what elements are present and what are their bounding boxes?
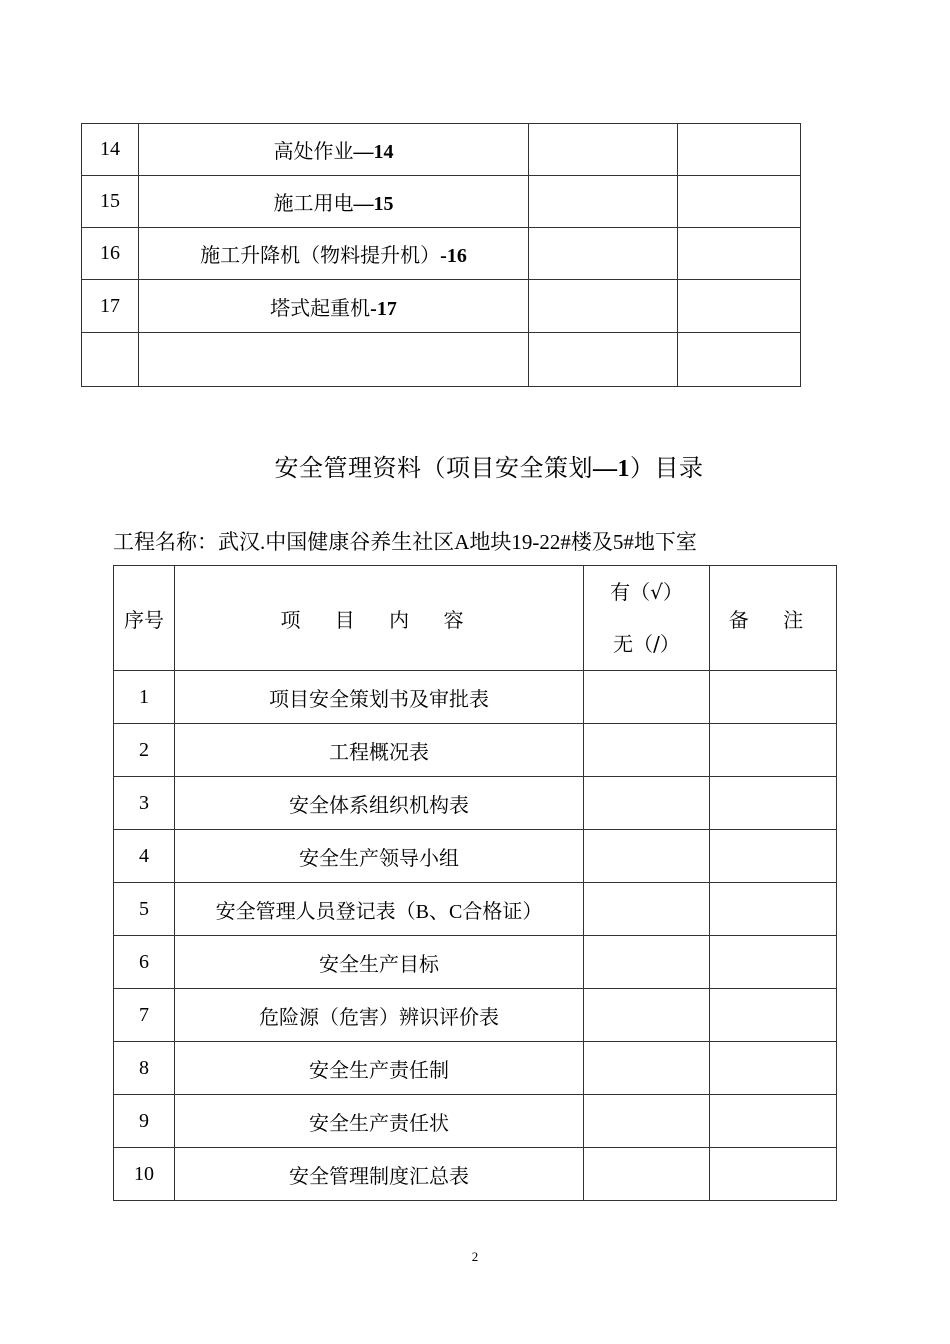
table-row <box>82 124 801 176</box>
row-number: 8 <box>114 1042 175 1095</box>
remark-cell <box>678 176 801 228</box>
item-name: 项目安全策划书及审批表 <box>175 671 584 724</box>
item-name: 安全生产目标 <box>175 936 584 989</box>
item-name: 安全体系组织机构表 <box>175 777 584 830</box>
table-row <box>114 936 837 989</box>
row-number: 2 <box>114 724 175 777</box>
table-row <box>114 777 837 830</box>
section-title: 安全管理资料（项目安全策划—1）目录 <box>274 454 704 482</box>
row-number: 5 <box>114 883 175 936</box>
top-items-table <box>81 123 801 387</box>
row-number: 14 <box>82 124 139 176</box>
project-name-line: 工程名称：武汉.中国健康谷养生社区A地块19-22#楼及5#地下室 <box>113 530 697 554</box>
item-name: 安全生产责任制 <box>175 1042 584 1095</box>
row-number: 16 <box>82 228 139 280</box>
table-row <box>82 228 801 280</box>
row-number: 9 <box>114 1095 175 1148</box>
table-row <box>82 280 801 333</box>
item-name: 安全生产领导小组 <box>175 830 584 883</box>
row-number: 3 <box>114 777 175 830</box>
header-has: 有（√） <box>610 580 683 604</box>
item-name: 工程概况表 <box>175 724 584 777</box>
item-name: 安全管理人员登记表（B、C合格证） <box>175 883 584 936</box>
row-number: 17 <box>82 280 139 333</box>
item-name: 施工用电—15 <box>139 176 529 228</box>
header-remark: 备 注 <box>710 566 837 671</box>
row-number: 6 <box>114 936 175 989</box>
row-number: 7 <box>114 989 175 1042</box>
has-cell <box>529 280 678 333</box>
table-row <box>114 724 837 777</box>
header-no: 序号 <box>114 566 175 671</box>
has-cell <box>529 228 678 280</box>
row-number: 15 <box>82 176 139 228</box>
table-row <box>114 830 837 883</box>
table-row <box>114 671 837 724</box>
item-name: 安全管理制度汇总表 <box>175 1148 584 1201</box>
row-number: 10 <box>114 1148 175 1201</box>
page-number: 2 <box>471 1249 479 1264</box>
table-row <box>114 883 837 936</box>
header-has-none <box>584 566 710 671</box>
has-cell <box>529 176 678 228</box>
has-cell <box>529 124 678 176</box>
remark-cell <box>678 228 801 280</box>
item-name: 塔式起重机-17 <box>139 280 529 333</box>
header-none: 无（/） <box>613 632 680 656</box>
item-name: 安全生产责任状 <box>175 1095 584 1148</box>
row-number: 4 <box>114 830 175 883</box>
item-name: 高处作业—14 <box>139 124 529 176</box>
table-row-empty <box>82 333 801 387</box>
remark-cell <box>678 280 801 333</box>
item-name: 危险源（危害）辨识评价表 <box>175 989 584 1042</box>
remark-cell <box>678 124 801 176</box>
table-row <box>82 176 801 228</box>
row-number: 1 <box>114 671 175 724</box>
header-content: 项 目 内 容 <box>175 566 584 671</box>
table-header-row <box>114 566 837 671</box>
main-catalog-table <box>113 565 837 1201</box>
table-row <box>114 1148 837 1201</box>
table-row <box>114 1042 837 1095</box>
table-row <box>114 1095 837 1148</box>
item-name: 施工升降机（物料提升机）-16 <box>139 228 529 280</box>
table-row <box>114 989 837 1042</box>
